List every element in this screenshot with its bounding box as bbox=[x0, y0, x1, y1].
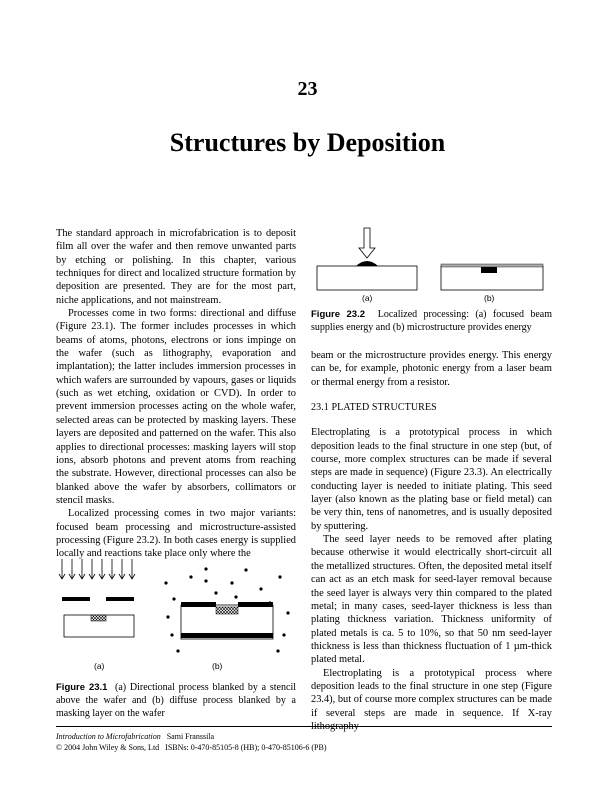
figure-23-2 bbox=[311, 226, 552, 306]
mask-right bbox=[238, 602, 273, 607]
mask-left bbox=[181, 602, 216, 607]
caption-number: Figure 23.1 bbox=[56, 682, 108, 693]
mask-bottom bbox=[181, 633, 273, 638]
paragraph: Electroplating is a prototypical process in which deposition leads to the final structure in one step (but, of course, more complex structures can be made if several steps are made in sequence) (Figure 23.3). An electrically conducting layer is needed to initiate plating. This seed layer (also known as the plating base or field metal) can be very thin, tens of nanometres, and is usually deposited by sputtering. bbox=[311, 427, 552, 532]
beam-arrow bbox=[359, 228, 375, 258]
figure-23-2-caption bbox=[311, 308, 552, 334]
figure-label-b: (b) bbox=[484, 293, 495, 303]
paragraph: Processes come in two forms: directional and diffuse (Figure 23.1). The former includes processes in which beams of atoms, photons, electrons or ions impinge on the wafer (such as lithography, evaporation and implantation); the latter includes immersion processes in which wafers are surrounded by vapours, gases or liquids (such as wet etching, oxidation or CVD). In order to prevent immersion processes acting on the whole wafer, selected areas can be protected by masking layers. These layers are deposited and patterned on the wafer. This also applies to directional processes: masking layers will stop ions, absorb photons and prevent atoms from reaching the substrate. However, directional processes can also be blanked above the wafer by absorbers, collimators or stencil masks. bbox=[56, 308, 296, 506]
paragraph: Localized processing comes in two major variants: focused beam processing and microstructure-assisted processing (Figure 23.2). In both cases energy is supplied locally and reactions take place only where the bbox=[56, 508, 296, 560]
copyright: © 2004 John Wiley & Sons, Ltd bbox=[56, 743, 160, 752]
paragraph: The standard approach in microfabrication is to deposit film all over the wafer and then remove unwanted parts by etching or polishing. In this chapter, various techniques for direct and localized structure formation by deposition are presented. They are for the most part, niche applications, and not mainstream. bbox=[56, 228, 296, 306]
chapter-title: Structures by Deposition bbox=[169, 128, 446, 157]
directional-arrows bbox=[59, 559, 135, 579]
stencil-left bbox=[62, 597, 90, 601]
caption-text: (a) Directional process blanked by a stencil above the wafer and (b) diffuse process blanked by a masking layer on the wafer bbox=[56, 682, 296, 719]
left-column bbox=[56, 227, 296, 561]
section-heading: 23.1 PLATED STRUCTURES bbox=[311, 402, 437, 414]
paragraph: The seed layer needs to be removed after plating because otherwise it would electrically short-circuit all the metallized structures. Often, the deposited metal itself can act as an etch mask for seed-layer removal because the seed layer is always very thin compared to the plated metal; in many cases, seed-layer thickness is less than plating thickness variation. Thickness uniformity of plated metals is ca. 5 to 10%, so that 50 nm seed-layer thickness is less than thickness fluctuation of 1 µm-thick plated metal. bbox=[311, 534, 552, 666]
figure-23-1-drawing bbox=[56, 555, 296, 675]
chapter-number: 23 bbox=[297, 78, 318, 100]
deposit-a bbox=[356, 261, 378, 266]
substrate-a bbox=[317, 266, 417, 290]
microstructure-b bbox=[481, 267, 497, 273]
caption-text: Localized processing: (a) focused beam supplies energy and (b) microstructure provides energy bbox=[311, 309, 552, 333]
figure-label-a: (a) bbox=[362, 293, 373, 303]
isbn: ISBNs: 0-470-85105-8 (HB); 0-470-85106-6 (PB) bbox=[165, 743, 327, 752]
right-column bbox=[311, 349, 552, 733]
processed-region-a bbox=[91, 615, 106, 621]
figure-23-2-drawing bbox=[311, 226, 552, 306]
book-title: Introduction to Microfabrication bbox=[56, 732, 161, 741]
caption-number: Figure 23.2 bbox=[311, 309, 366, 320]
author: Sami Franssila bbox=[166, 732, 215, 741]
figure-label-b: (b) bbox=[212, 661, 223, 671]
top-layer-b bbox=[441, 264, 543, 267]
stencil-right bbox=[106, 597, 134, 601]
paragraph: beam or the microstructure provides energy. This energy can be, for example, photonic energy from a laser beam or thermal energy from a resistor. bbox=[311, 350, 552, 388]
figure-label-a: (a) bbox=[94, 661, 105, 671]
figure-23-1-caption bbox=[56, 681, 296, 720]
paragraph: Electroplating is a prototypical process where deposition leads to the final structure in one step (Figure 23.4), but of course more complex structures can be made if several steps are made in sequence. If X-ray lithography bbox=[311, 667, 552, 732]
processed-region-b bbox=[216, 607, 238, 614]
page-footer bbox=[56, 726, 552, 753]
figure-23-1 bbox=[56, 555, 296, 675]
